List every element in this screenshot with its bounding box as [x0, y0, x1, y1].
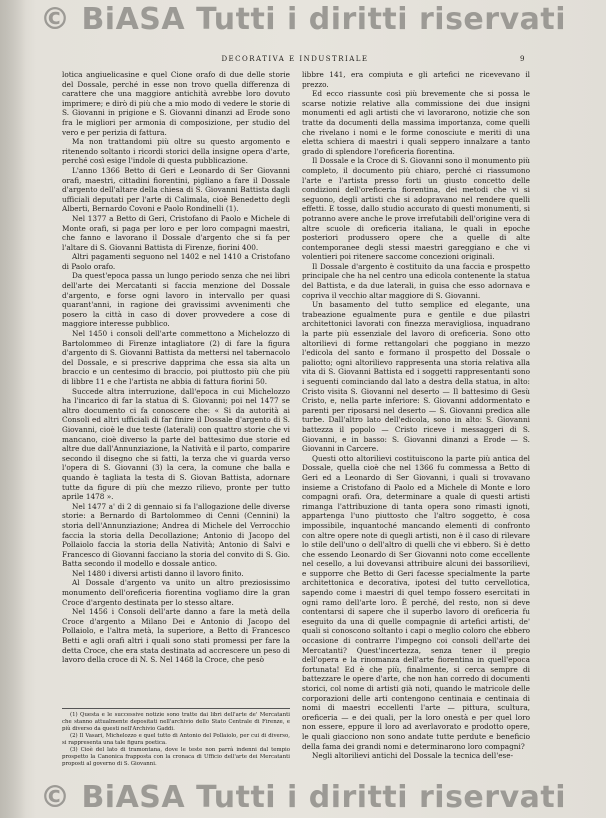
paragraph: Succede altra interruzione, dall'epoca in cui Michelozzo ha l'incarico di far la statua di S. Giovanni; poi nel 1477 se altro documento ci fa conoscere che: « Si da autorità ai Consoli ed altri ufficiali di far finire il Dossale d'argento di S. Giovanni, cioè le due teste (laterali) con quattro storie che vi mancano, cioè diverso la parte del battesimo due storie ed altre due dall'Annunziazione, la Natività e il parto, comparire secondo il disegno che si fatti, la terza che vi guarda verso l'opera di S. Giovanni (3) la cera, la comune che balla e quando è tagliata la testa di S. Giovan Battista, adornare tutte da figure di più che mezzo rilievo, pronte per tutto aprile 1478 ». — [62, 386, 290, 502]
paragraph: Altri pagamenti seguono nel 1402 e nel 1410 a Cristofano di Paolo orafo. — [62, 252, 290, 271]
footnote: (3) Cioè del lato di tramontana, dove le teste non parrà indenni dal tempio prospetto la Canonica frapposta con la cronaca di Ufficio dell'arte dei Mercatanti proposti al governo di S. Giovanni. — [62, 747, 290, 767]
paragraph: Ed ecco riassunte così più brevemente che si possa le scarse notizie relative alla commissione dei due insigni monumenti ed agli artisti che vi lavorarono, notizie che son tratte da documenti della massima importanza, come quelli che rivelano i nomi e le forme conosciute e meriti di una eletta schiera di maestri i quali seppero innalzare a tanto grado di splendore l'oreficeria fiorentina. — [302, 89, 530, 156]
paragraph: libbre 141, era compiuta e gli artefici ne ricevevano il prezzo. — [302, 70, 530, 89]
paragraph: Nel 1480 i diversi artisti danno il lavoro finito. — [72, 568, 244, 578]
paragraph: Al Dossale d'argento va unito un altro preziosissimo monumento dell'oreficeria fiorentina vogliamo dire la gran Croce d'argento destinata per lo stesso altare. — [62, 578, 290, 607]
paragraph: L'anno 1366 Betto di Geri e Leonardo di Ser Giovanni orafi, maestri, cittadini fiorentini, pigliano a fare il Dossale d'argento dell'altare della chiesa di S. Giovanni Battista dagli ufficiali deputati per l'arte di Calimala, cioè Benedetto degli Alberti, Bernardo Covoni e Paolo Rondinelli (1). — [62, 165, 290, 214]
page-number: 9 — [520, 55, 525, 63]
paragraph: Il Dossale e la Croce di S. Giovanni sono il monumento più completo, il documento più chiaro, perché ci riassumono l'arte e l'artista presso forti un giusto concetto delle condizioni dell'oreficeria fiorentina, dei metodi che vi si seguono, degli artisti che si adopravano nel rendere quelli effetti. E tosse, dallo studio accurato di questi monumenti, si potranno avere anche le prove irrefutabili dell'origine vera di altre scuole di oreficeria italiana, le quali in epoche posteriori produssero opere che a quelle di alte contemporanee degli stessi maestri gareggiano e che vi volentieri poi ritenere saccome concezioni originali. — [302, 156, 530, 262]
paragraph: Nel 1477 a' di 2 di gennaio si fa l'allogazione delle diverse storie: a Bernardo di Bartolommeo di Cenni (Cennini) la storia dell'Annunziazione; Andrea di Michele del Verrocchio faccia la storia della Decollazione; Antonio di Jacopo del Pollaiolo faccia la storia della Natività; Antonio di Salvi e Francesco di Giovanni facciano la storia del convito di S. Gio. Batta secondo il modello e dossale antico. — [62, 501, 290, 569]
footnote: (2) Il Vasari, Michelozzo e quel tutto di Antonio del Pollaiolo, per cui di diverso, si rappresenta una tale figura poetica. — [62, 733, 290, 746]
footnote: (1) Questa e le successive notizie sono tratte dai libri dell'arte de' Mercatanti che stanno attualmente depositati nell'archivio dello Stato Centrale di Firenze, e più diverso da questi nell'Archivio Gaddi. — [62, 712, 290, 732]
paragraph: Questi otto altorilievi costituiscono la parte più antica del Dossale, quella cioè che nel 1366 fu commessa a Betto di Geri ed a Leonardo di Ser Giovanni, i quali si trovavano insieme a Cristofano di Paolo ed a Michele di Monte e loro compagni orafi. Ora, determinare a quale di questi artisti rimanga l'attribuzione di tanta opera sono rimasti ignoti, appartenga l'uno piuttosto che l'altro soggetto, è cosa impossibile, inquantoché mancando elementi di confronto con altre opere note di quegli artisti, non è il caso di rilevare lo stile dell'uno o dell'altro di quelli che vi ebbero. Si è detto che essendo Leonardo di Ser Giovanni noto come eccellente nel cesello, a lui dovevansi attribuire alcuni dei bassorilievi, e supporre che Betto di Geri facesse specialmente la parte architettonica e decorativa, ipotesi del tutto cervellotica, sapendo come i maestri di quel tempo fossero esercitati in ogni ramo dell'arte loro. È perché, del resto, non si deve contentarsi di sapere che il superbo lavoro di oreficeria fu eseguito da una di quelle compagnie di artefici artisti, de' quali si conoscono soltanto i capi o meglio coloro che ebbero occasione di contrarre l'impegno coi consoli dell'arte dei Mercatanti? Quest'incertezza, senza tener il pregio dell'opera e la rinomanza dell'arte fiorentina in quell'epoca fortunata! Ed è che più, finalmente, si cerca sempre di battezzare le opere d'arte, che non han corredo di documenti storici, col nome di artisti già noti, quando le matricole delle corporazioni delle arti contengono centinaia e centinaia di nomi di maestri eccellenti l'arte — pittura, scultura, oreficeria — e dei quali, per la loro onestà e per quel loro non essere, eppure il loro ad averlavorato e prodotto opere, le quali giacciono non sono andate tutte perdute e beneficio della fama dei grandi nomi e determinarono loro compagni? — [302, 453, 530, 751]
binding-shadow — [0, 0, 26, 818]
running-title: DECORATIVA E INDUSTRIALE — [221, 55, 369, 63]
paragraph: Nel 1450 i consoli dell'arte commettono a Michelozzo di Bartolommeo di Firenze intagliatore (2) di fare la figura d'argento di S. Giovanni Battista da mettersi nel tabernacolo del Dossale, e si prescrive dapprima che essa sia alta un braccio e un centesimo di braccio, poi piuttosto più che più di libbre 11 e che l'artista ne abbia di fattura fiorini 50. — [62, 329, 290, 386]
paragraph: Da quest'epoca passa un lungo periodo senza che nei libri dell'arte dei Mercatanti si faccia menzione del Dossale d'argento, e forse ogni lavoro in intervallo per quasi quarant'anni, in ragione dei gravissimi avvenimenti che posero la città in caso di dover provvedere a cose di maggiore interesse pubblico. — [62, 271, 290, 329]
paragraph: lotica angiuelicasine e quel Cione orafo di due delle storie del Dossale, perché in esse non trovo quella differenza di carattere che una maggiore antichità avrebbe loro dovuto imprimere; e dirò di più che a mio modo di vedere le storie di S. Giovanni in prigione e S. Giovanni dinanzi ad Erode sono fra le migliori per armonia di composizione, per studio del vero e per perizia di fattura. — [62, 70, 290, 137]
watermark-top: © BiASA Tutti i diritti riservati — [40, 2, 566, 37]
paragraph: Un basamento del tutto semplice ed elegante, una trabeazione egualmente pura e gentile e due pilastri architettonici lavorati con finezza meravigliosa, inquadrano la parte più essenziale del lavoro di oreficeria. Sono otto altorilievi di forme rettangolari che poggiano in mezzo l'edicola del santo e formano il prospetto del Dossale o paliotto; ogni altorilievo rappresenta una storia relativa alla vita di S. Giovanni Battista ed i soggetti rappresentanti sono i seguenti cominciando dal lato a destra della statua, in alto: Cristo visita S. Giovanni nel deserto — Il battesimo di Gesù Cristo, e, nella parte inferiore: S. Giovanni addormentato e parenti per riposarsi nel deserto — S. Giovanni predica alle turbe. Dall'altro lato dell'edicola, sono in alto: S. Giovanni battezza il popolo — Cristo riceve i messaggeri di S. Giovanni, e in basso: S. Giovanni dinanzi a Erode — S. Giovanni in Carcere. — [302, 300, 530, 454]
paragraph: Nel 1456 i Consoli dell'arte danno a fare la metà della Croce d'argento a Milano Dei e Antonio di Jacopo del Pollaiolo, e l'altra metà, la superiore, a Betto di Francesco Betti e agli orafi altri i quali sono stati promessi per fare la detta Croce, che era stata destinata ad accrescere un peso di lavoro della croce di N. S. Nel 1468 la Croce, che pesò — [62, 607, 290, 665]
left-column — [62, 70, 290, 760]
paragraph: Ma non trattandomi più oltre su questo argomento e ritenendo soltanto i ricordi storici della insigne opera d'arte, perché così esige l'indole di questa pubblicazione. — [62, 137, 290, 166]
footnotes — [62, 708, 290, 768]
watermark-bottom: © BiASA Tutti i diritti riservati — [40, 780, 566, 815]
paragraph: Negli altorilievi antichi del Dossale la tecnica dell'ese- — [312, 751, 514, 761]
right-column — [302, 70, 530, 770]
paragraph: Nel 1377 a Betto di Geri, Cristofano di Paolo e Michele di Monte orafi, si paga per loro e per loro compagni maestri, che fanno e lavorano il Dossale d'argento che si fa per l'altare di S. Giovanni Battista di Firenze, fiorini 400. — [62, 213, 290, 252]
paragraph: Il Dossale d'argento è costituito da una faccia e prospetto principale che ha nel centro una edicola contenente la statua del Battista, e da due laterali, in guisa che esso adornava e copriva il vecchio altar maggiore di S. Giovanni. — [302, 261, 530, 300]
